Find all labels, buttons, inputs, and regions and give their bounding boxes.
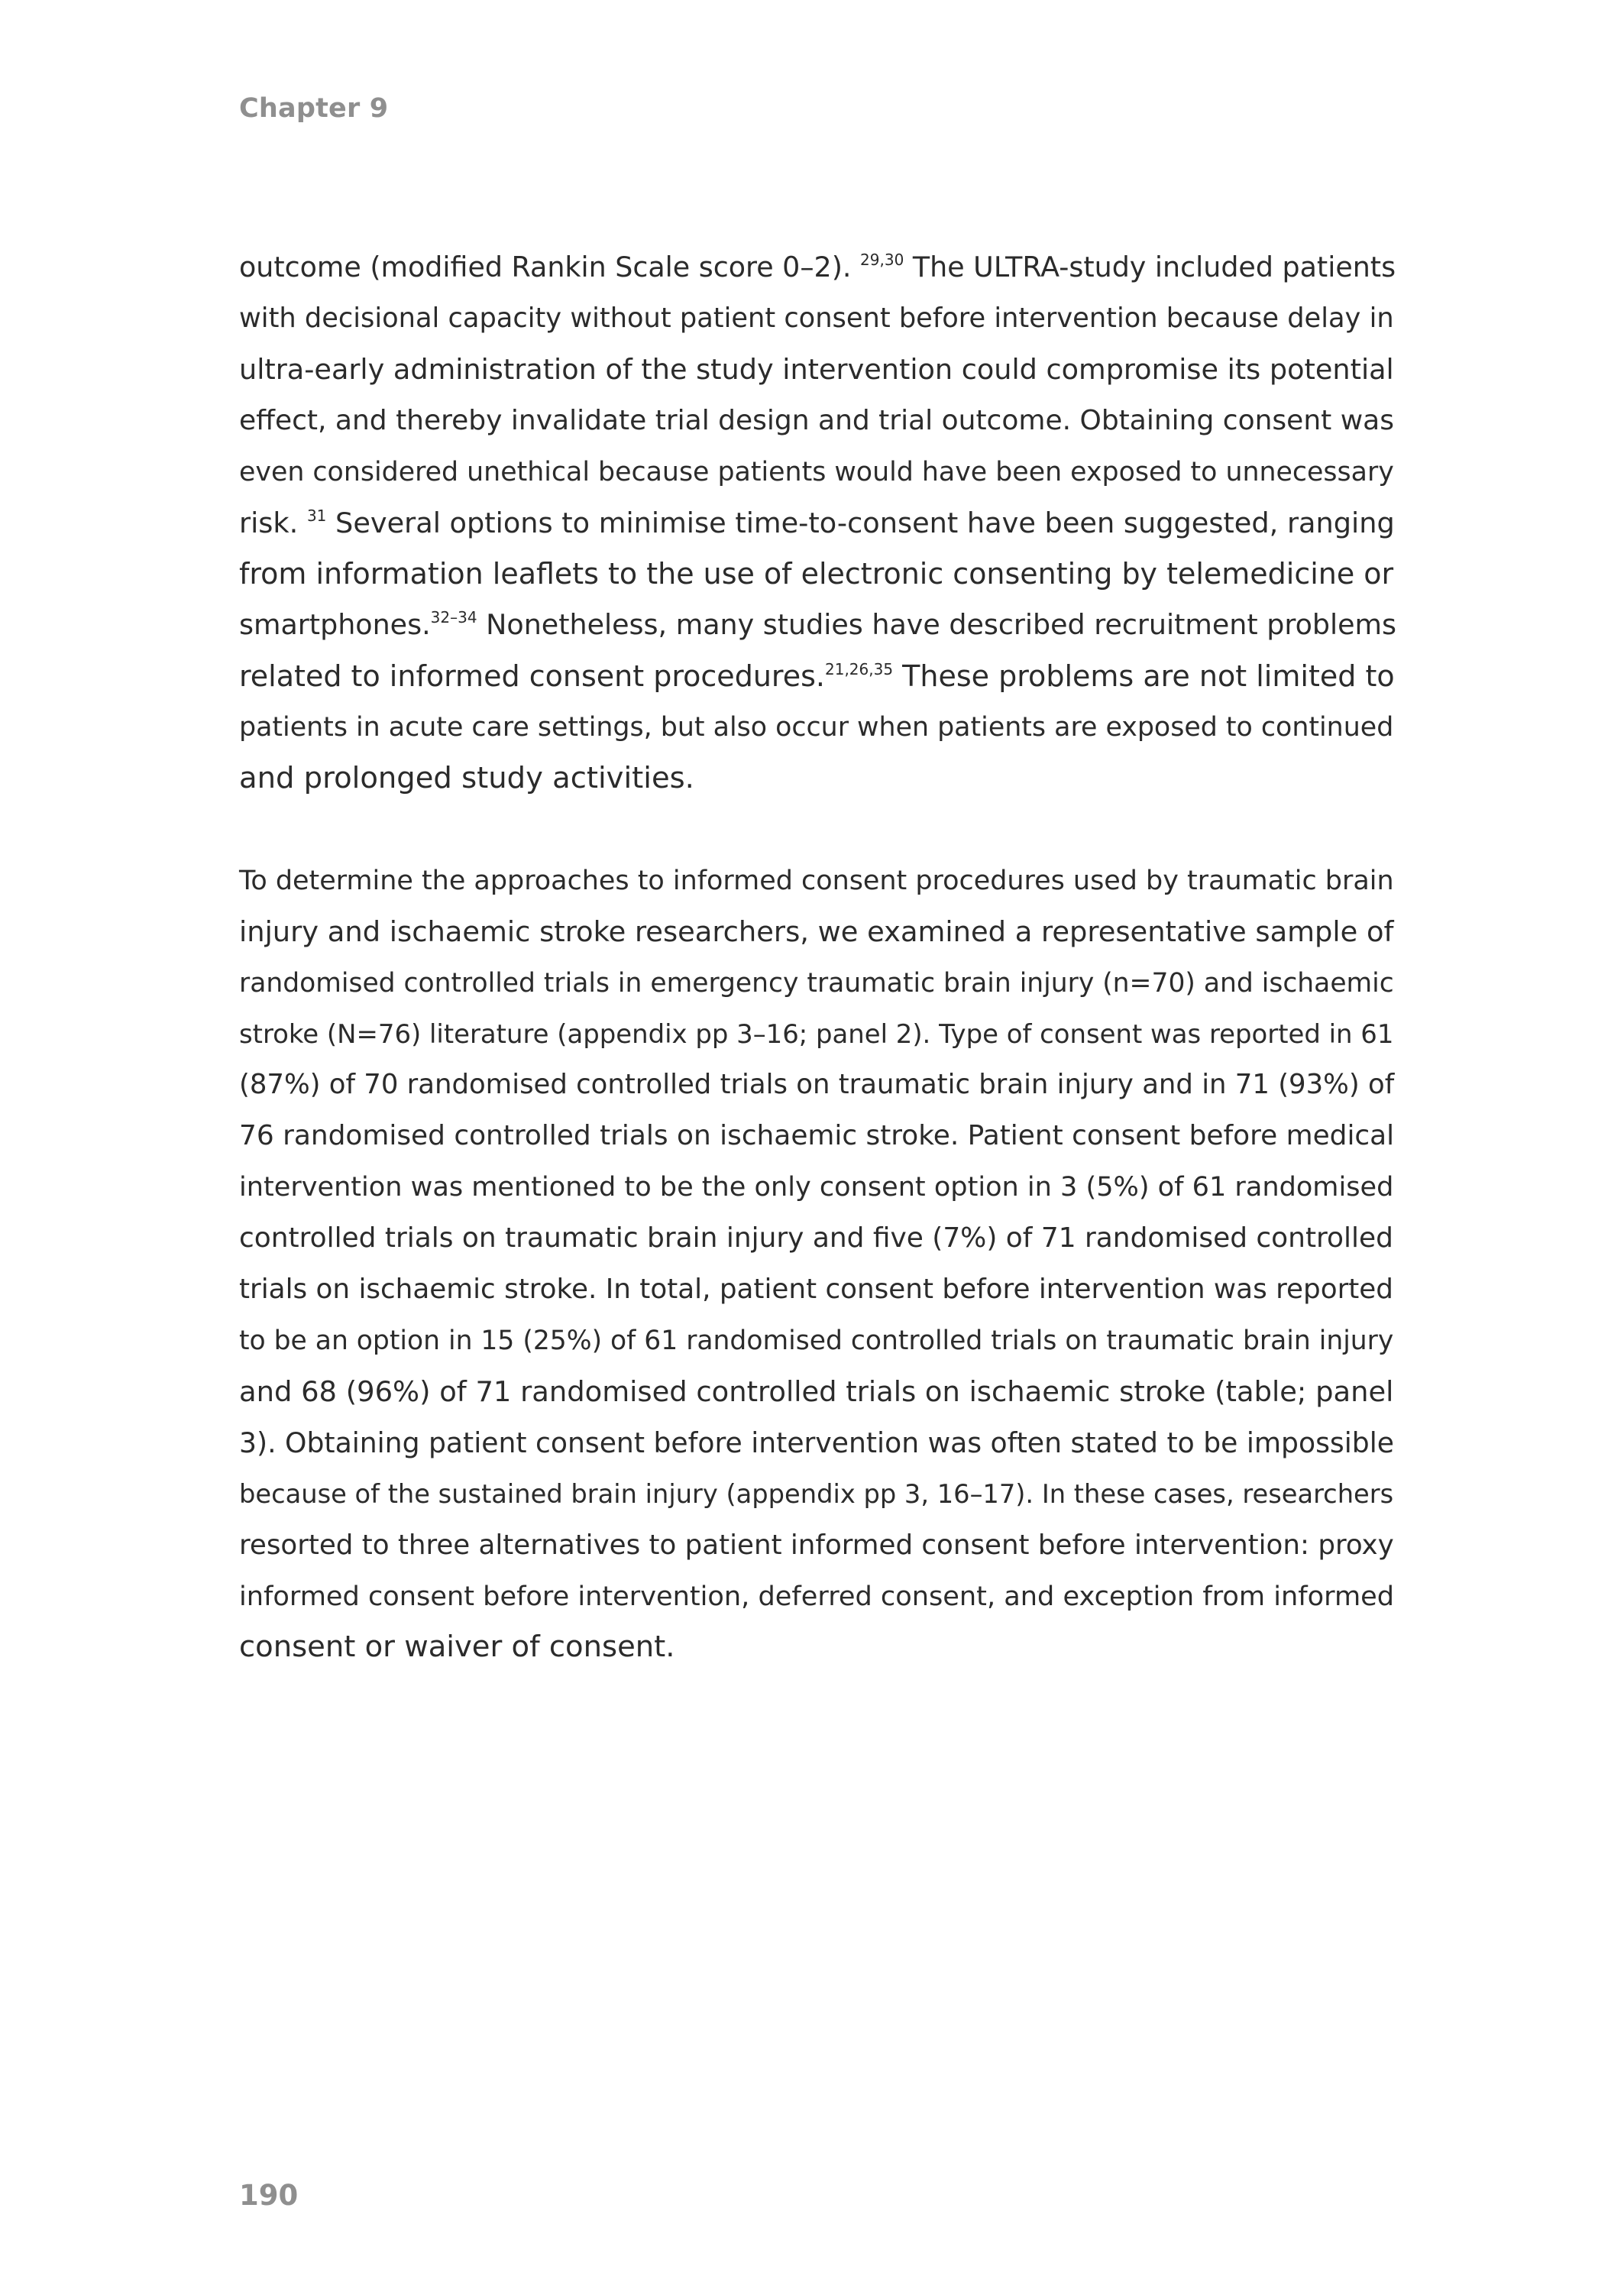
page-number: 190 (239, 2179, 299, 2212)
text-segment: to be an option in 15 (25%) of 61 randomised controlled trials on traumatic brain injury (239, 1326, 1394, 1357)
text-segment: and 68 (96%) of 71 randomised controlled trials on ischaemic stroke (table; panel (239, 1374, 1394, 1408)
text-segment: 76 randomised controlled trials on ischaemic stroke. Patient consent before medical (239, 1120, 1395, 1152)
text-segment: consent or waiver of consent. (239, 1630, 675, 1665)
text-segment: with decisional capacity without patient consent before intervention because delay in (239, 302, 1394, 334)
text-line (239, 1520, 1394, 1572)
text-segment: controlled trials on traumatic brain injury and five (7%) of 71 randomised controlled (239, 1222, 1393, 1254)
citation-superscript: 21,26,35 (825, 660, 894, 679)
text-segment: intervention was mentioned to be the only consent option in 3 (5%) of 61 randomised (239, 1171, 1394, 1203)
running-head: Chapter 9 (239, 93, 389, 124)
text-line (239, 1572, 1394, 1623)
text-line (239, 396, 1394, 447)
text-line (239, 1264, 1394, 1316)
text-segment: outcome (modified Rankin Scale score 0–2). (239, 251, 861, 283)
text-line (239, 1060, 1394, 1111)
text-line (239, 1009, 1394, 1060)
text-line (239, 549, 1394, 600)
text-segment: informed consent before intervention, deferred consent, and exception from informed (239, 1580, 1395, 1612)
citation-superscript: 32–34 (430, 608, 477, 627)
text-segment: even considered unethical because patients would have been exposed to unnecessary (239, 456, 1394, 487)
text-segment: because of the sustained brain injury (appendix pp 3, 16–17). In these cases, researchers (239, 1478, 1394, 1509)
text-segment: To determine the approaches to informed consent procedures used by traumatic brain (239, 865, 1394, 896)
citation-superscript: 29,30 (860, 251, 904, 269)
text-segment: from information leaflets to the use of electronic consenting by telemedicine or (239, 557, 1394, 591)
text-segment: smartphones. (239, 608, 431, 642)
text-line (239, 753, 1394, 804)
text-segment: effect, and thereby invalidate trial design and trial outcome. Obtaining consent was (239, 404, 1394, 436)
text-line (239, 345, 1394, 396)
text-segment: injury and ischaemic stroke researchers, we examined a representative sample of (239, 915, 1394, 948)
text-segment: risk. (239, 506, 307, 539)
text-segment: The ULTRA-study included patients (904, 251, 1396, 283)
text-line (239, 1111, 1394, 1162)
text-line (239, 1213, 1394, 1264)
text-segment: Nonetheless, many studies have described recruitment problems (477, 608, 1397, 642)
body-text (239, 242, 1397, 1673)
text-line (239, 1469, 1394, 1520)
text-segment: 3). Obtaining patient consent before intervention was often stated to be impossible (239, 1426, 1394, 1459)
text-line (239, 1316, 1394, 1367)
text-segment: patients in acute care settings, but also occur when patients are exposed to continued (239, 712, 1394, 743)
text-segment: These problems are not limited to (893, 659, 1395, 694)
text-segment: stroke (N=76) literature (appendix pp 3–16; panel 2). Type of consent was reported in 61 (239, 1018, 1394, 1049)
text-segment: trials on ischaemic stroke. In total, patient consent before intervention was reported (239, 1274, 1394, 1306)
paragraph (239, 242, 1397, 804)
text-line (239, 651, 1394, 702)
text-line (239, 856, 1394, 907)
text-line (239, 1418, 1394, 1469)
text-line (239, 242, 1394, 293)
text-segment: randomised controlled trials in emergency traumatic brain injury (n=70) and ischaemic (239, 967, 1394, 999)
text-segment: and prolonged study activities. (239, 761, 694, 796)
text-line (239, 447, 1394, 498)
text-line (239, 907, 1394, 958)
paragraph (239, 856, 1394, 1674)
text-segment: (87%) of 70 randomised controlled trials on traumatic brain injury and in 71 (93%) of (239, 1069, 1395, 1101)
citation-superscript: 31 (306, 506, 327, 525)
text-line (239, 498, 1394, 549)
text-line (239, 1622, 1394, 1673)
text-segment: Several options to minimise time-to-consent have been suggested, ranging (326, 506, 1395, 539)
text-line (239, 293, 1394, 345)
text-line (239, 958, 1394, 1009)
text-segment: related to informed consent procedures. (239, 659, 825, 694)
text-segment: resorted to three alternatives to patient informed consent before intervention: proxy (239, 1529, 1394, 1561)
text-line (239, 702, 1394, 753)
text-line (239, 600, 1397, 651)
text-line (239, 1367, 1394, 1418)
text-line (239, 1162, 1394, 1213)
text-segment: ultra-early administration of the study intervention could compromise its potential (239, 352, 1394, 386)
